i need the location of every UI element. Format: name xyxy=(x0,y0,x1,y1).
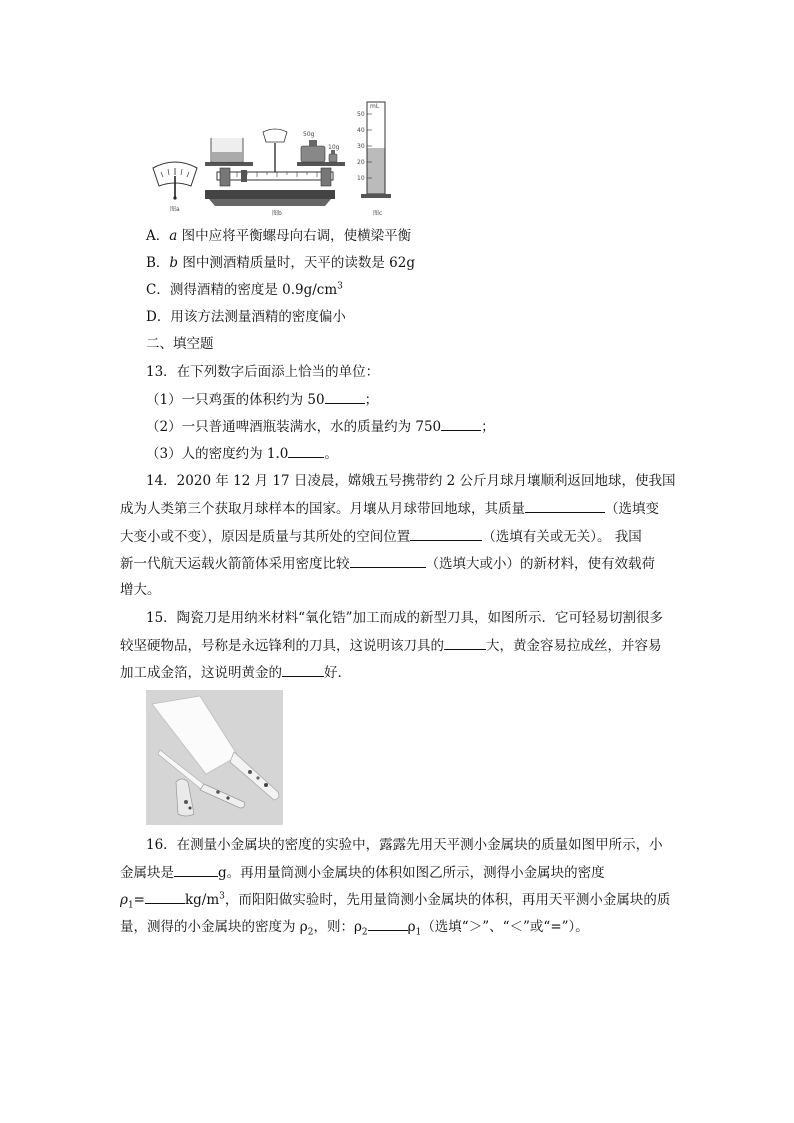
option-d: D．用该方法测量酒精的密度偏小 xyxy=(146,309,346,325)
weight-10g-label: 10g xyxy=(328,144,340,151)
caption-b: 图b xyxy=(272,210,282,217)
answer-blank[interactable] xyxy=(288,443,324,458)
pointer-scale-diagram xyxy=(153,162,197,200)
cylinder-unit: mL xyxy=(370,103,380,110)
caption-a: 图a xyxy=(170,206,180,213)
caption-c: 图c xyxy=(373,210,383,217)
answer-blank[interactable] xyxy=(444,635,486,650)
section-heading: 二、填空题 xyxy=(146,336,214,352)
cylinder-tick-50: 50 xyxy=(357,111,365,118)
q15-line-2: 较坚硬物品，号称是永远锋利的刀具，这说明该刀具的 大，黄金容易拉成丝，并容易 xyxy=(120,635,662,656)
q13-item-1: （1）一只鸡蛋的体积约为 50 ； xyxy=(146,389,378,410)
graduated-cylinder-diagram xyxy=(361,102,391,198)
ceramic-knife-photo xyxy=(146,690,283,825)
q14-line-5: 增大。 xyxy=(120,582,161,598)
answer-blank[interactable] xyxy=(325,389,365,404)
beam-balance-diagram xyxy=(205,129,345,206)
answer-blank[interactable] xyxy=(525,498,605,513)
q13-stem: 13．在下列数字后面添上恰当的单位： xyxy=(146,364,380,380)
answer-blank[interactable] xyxy=(410,526,482,541)
option-a: A．a 图中应将平衡螺母向右调，使横梁平衡 xyxy=(146,228,412,244)
answer-blank[interactable] xyxy=(441,416,481,431)
option-c: C．测得酒精的密度是 $0.9g/cm^3$ xyxy=(146,281,343,298)
q13-item-3: （3）人的密度约为 1.0 。 xyxy=(146,443,338,464)
cylinder-tick-40: 40 xyxy=(357,127,365,134)
q14-line-3: 大变小或不变），原因是质量与其所处的空间位置 （选填有关或无关）。 我国 xyxy=(120,526,642,547)
q14-line-2: 成为人类第三个获取月球样本的国家。月壤从月球带回地球，其质量 （选填变 xyxy=(120,498,659,519)
q15-line-3: 加工成金箔，这说明黄金的 好． xyxy=(120,662,351,683)
weight-50g-label: 50g xyxy=(303,131,315,138)
q16-line-4: 量，测得的小金属块的密度为 $\rho_2$，则：$\rho_2$ $\rho_1$（选填“＞”、“＜”或“=”）。 xyxy=(120,916,589,937)
q13-item-2: （2）一只普通啤酒瓶装满水，水的质量约为 750 ； xyxy=(146,416,495,437)
answer-blank[interactable] xyxy=(145,889,185,904)
cylinder-tick-20: 20 xyxy=(357,159,365,166)
q16-line-2: 金属块是 g。再用量筒测小金属块的体积如图乙所示，测得小金属块的密度 xyxy=(120,862,605,883)
balance-figure xyxy=(145,98,405,220)
answer-blank[interactable] xyxy=(282,662,324,677)
cylinder-tick-10: 10 xyxy=(357,175,365,182)
q14-line-4: 新一代航天运载火箭箭体采用密度比较 （选填大或小）的新材料，使有效载荷 xyxy=(120,553,655,574)
q15-line-1: 15．陶瓷刀是用纳米材料“氧化锆”加工而成的新型刀具，如图所示．它可轻易切割很多 xyxy=(146,610,663,626)
answer-blank[interactable] xyxy=(350,553,426,568)
cylinder-tick-30: 30 xyxy=(357,143,365,150)
q16-line-1: 16．在测量小金属块的密度的实验中，露露先用天平测小金属块的质量如图甲所示，小 xyxy=(146,837,663,853)
answer-blank[interactable] xyxy=(368,916,408,931)
q14-line-1: 14．2020 年 12 月 17 日凌晨，嫦娥五号携带约 2 公斤月球月壤顺利返回地球，使我国 xyxy=(146,473,676,489)
option-b: B．b 图中测酒精质量时，天平的读数是 62g xyxy=(146,255,415,271)
answer-blank[interactable] xyxy=(174,862,218,877)
q16-line-3: $\rho_1= kg/m^3$，而阳阳做实验时，先用量筒测小金属块的体积，再用天平测小金属块的质 xyxy=(120,889,670,910)
